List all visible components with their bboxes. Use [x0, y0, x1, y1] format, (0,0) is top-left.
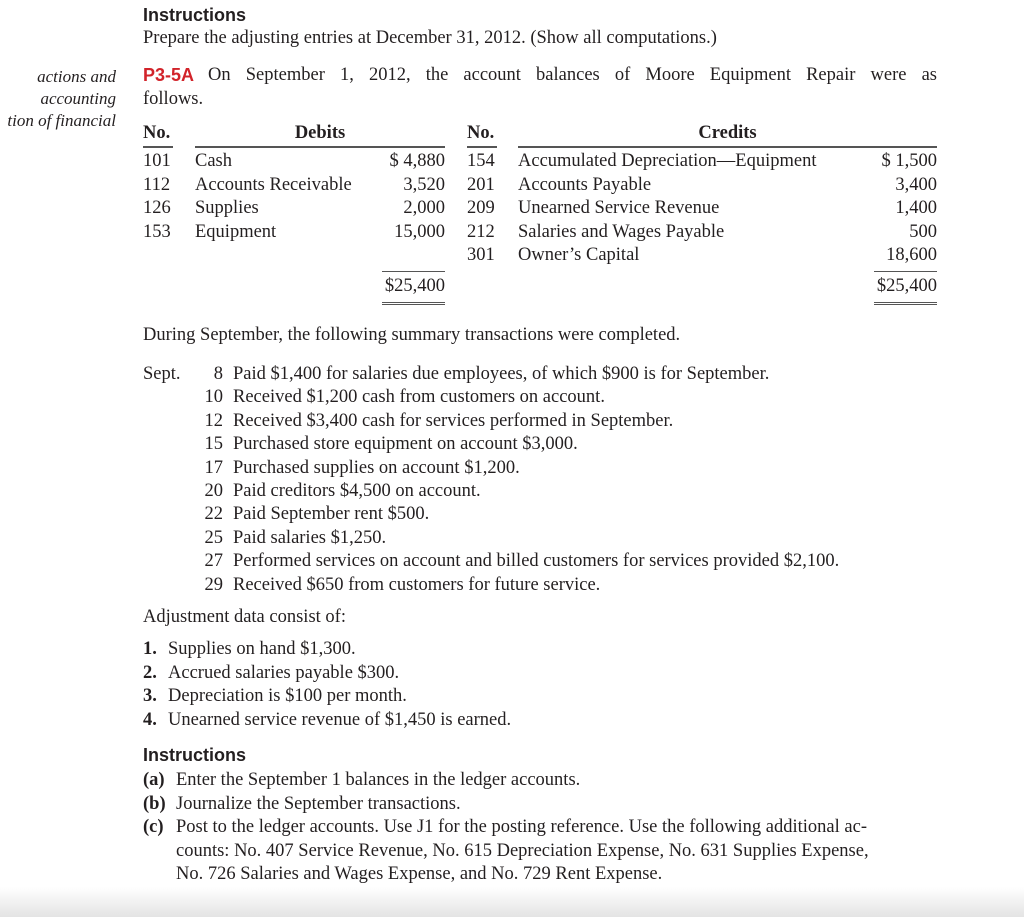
transaction-date: [143, 503, 223, 526]
transaction-row: [143, 503, 839, 526]
transaction-row: [143, 527, 839, 550]
instructions-text-top: Prepare the adjusting entries at December 31, 2012. (Show all computations.): [143, 28, 717, 48]
account-name: Accounts Payable: [518, 174, 652, 195]
adjustment-number: 4.: [143, 709, 157, 730]
account-name: Owner’s Capital: [518, 245, 640, 266]
transaction-date: [143, 480, 223, 503]
account-number: 112: [143, 174, 171, 195]
intro-line: On September 1, 2012, the account balances of Moore Equipment Repair were as: [208, 65, 937, 85]
double-underline: [874, 302, 937, 305]
transaction-text: Paid creditors $4,500 on account.: [233, 480, 481, 501]
transaction-date: [143, 550, 223, 573]
instructions-heading: Instructions: [143, 745, 247, 765]
transaction-text: Purchased supplies on account $1,200.: [233, 457, 520, 478]
account-number: 209: [467, 198, 495, 219]
adjustments-title: Adjustment data consist of:: [143, 607, 346, 627]
debit-amount: 15,000: [394, 221, 445, 242]
col-header-no2: No.: [467, 123, 495, 143]
account-name: Equipment: [195, 221, 277, 242]
transaction-day: 8: [213, 364, 223, 384]
instruction-label: (c): [143, 817, 164, 837]
transaction-day: 29: [204, 574, 223, 595]
instruction-line: Enter the September 1 balances in the ledger accounts.: [176, 770, 581, 790]
transaction-date: [143, 433, 223, 456]
instructions-heading-top: Instructions: [143, 5, 247, 25]
during-text: During September, the following summary transactions were completed.: [143, 325, 681, 345]
adjustment-number: 1.: [143, 639, 157, 659]
adjustment-item: [143, 662, 511, 686]
credit-total: $25,400: [876, 276, 937, 296]
adjustment-text: Accrued salaries payable $300.: [168, 662, 400, 683]
page-shadow: [0, 887, 1024, 917]
account-name: Accounts Receivable: [195, 174, 352, 195]
instruction-text: [176, 769, 580, 793]
margin-note-line: tion of financial: [7, 111, 116, 130]
divider: [467, 146, 497, 148]
transaction-day: 15: [204, 434, 223, 455]
transaction-date: [143, 363, 223, 386]
transaction-text: Performed services on account and billed customers for services provided $2,100.: [233, 551, 840, 572]
transaction-text: Received $3,400 cash for services performed in September.: [233, 410, 674, 431]
account-name: Unearned Service Revenue: [518, 198, 720, 219]
instructions-list: [143, 769, 869, 887]
adjustment-number: 3.: [143, 686, 157, 706]
transaction-date: [143, 457, 223, 480]
transaction-day: 17: [204, 457, 223, 478]
col-header-no: No.: [143, 123, 171, 143]
col-header-credits: Credits: [698, 123, 757, 143]
debit-total: $25,400: [384, 276, 445, 296]
credit-amount: 500: [909, 221, 937, 242]
instruction-label: (a): [143, 770, 165, 790]
transaction-day: 10: [204, 387, 223, 408]
adjustment-text: Unearned service revenue of $1,450 is earned.: [168, 709, 512, 730]
problem-intro: [143, 64, 937, 111]
account-name: Cash: [195, 151, 232, 171]
transaction-day: 12: [204, 410, 223, 431]
transaction-text: Paid $1,400 for salaries due employees, of which $900 is for September.: [233, 364, 770, 384]
credit-amount: $ 1,500: [881, 151, 937, 171]
divider: [874, 271, 937, 272]
col-header-debits: Debits: [294, 123, 346, 143]
instruction-text: [176, 816, 869, 887]
debit-amount: $ 4,880: [389, 151, 445, 171]
transaction-row: [143, 550, 839, 573]
instruction-item: [143, 816, 869, 887]
account-number: 153: [143, 221, 171, 242]
margin-note-line: accounting: [40, 89, 116, 108]
instruction-item: [143, 793, 869, 817]
intro-line: follows.: [143, 88, 204, 109]
adjustments-list: [143, 638, 511, 732]
debit-amount: 3,520: [403, 174, 445, 195]
transaction-day: 27: [204, 551, 223, 572]
transaction-day: 25: [204, 527, 223, 548]
transaction-text: Paid salaries $1,250.: [233, 527, 387, 548]
adjustment-item: [143, 685, 511, 709]
adjustment-number: 2.: [143, 662, 157, 683]
transaction-day: 22: [204, 504, 223, 525]
credit-amount: 1,400: [895, 198, 937, 219]
instruction-line: Post to the ledger accounts. Use J1 for the posting reference. Use the following additional ac-: [176, 817, 867, 837]
transaction-row: [143, 574, 839, 597]
transaction-day: 20: [204, 480, 223, 501]
divider: [195, 146, 445, 148]
transaction-month: Sept.: [143, 364, 181, 384]
divider: [518, 146, 937, 148]
adjustment-text: Depreciation is $100 per month.: [168, 686, 407, 706]
account-number: 201: [467, 174, 495, 195]
transaction-date: [143, 574, 223, 597]
transactions-list: [143, 363, 839, 597]
debit-amount: 2,000: [403, 198, 445, 219]
double-underline: [382, 302, 445, 305]
transaction-text: Received $1,200 cash from customers on account.: [233, 387, 605, 408]
account-number: 101: [143, 151, 171, 171]
transaction-text: Received $650 from customers for future service.: [233, 574, 601, 595]
instruction-text: [176, 793, 461, 817]
divider: [382, 271, 445, 272]
divider: [143, 146, 173, 148]
credit-amount: 3,400: [895, 174, 937, 195]
transaction-row: [143, 386, 839, 409]
account-name: Salaries and Wages Payable: [518, 221, 725, 242]
instruction-line: No. 726 Salaries and Wages Expense, and No. 729 Rent Expense.: [176, 864, 663, 884]
instruction-label: (b): [143, 793, 166, 814]
problem-id: P3-5A: [143, 65, 195, 85]
instruction-line: counts: No. 407 Service Revenue, No. 615 Depreciation Expense, No. 631 Supplies Expense,: [176, 840, 869, 861]
transaction-row: [143, 457, 839, 480]
account-number: 154: [467, 151, 495, 171]
account-name: Supplies: [195, 198, 259, 219]
account-name: Accumulated Depreciation—Equipment: [518, 151, 817, 171]
adjustment-text: Supplies on hand $1,300.: [168, 639, 356, 659]
transaction-text: Purchased store equipment on account $3,000.: [233, 434, 578, 455]
transaction-row: [143, 433, 839, 456]
instruction-item: [143, 769, 869, 793]
transaction-row: [143, 363, 839, 386]
adjustment-item: [143, 709, 511, 733]
transaction-date: [143, 410, 223, 433]
margin-note: [7, 66, 116, 132]
transaction-row: [143, 410, 839, 433]
transaction-date: [143, 386, 223, 409]
instruction-line: Journalize the September transactions.: [176, 793, 461, 814]
credit-amount: 18,600: [886, 245, 937, 266]
account-number: 212: [467, 221, 495, 242]
transaction-text: Paid September rent $500.: [233, 504, 430, 525]
transaction-date: [143, 527, 223, 550]
transaction-row: [143, 480, 839, 503]
account-number: 126: [143, 198, 171, 219]
adjustment-item: [143, 638, 511, 662]
margin-note-line: actions and: [37, 67, 116, 86]
account-number: 301: [467, 245, 495, 266]
